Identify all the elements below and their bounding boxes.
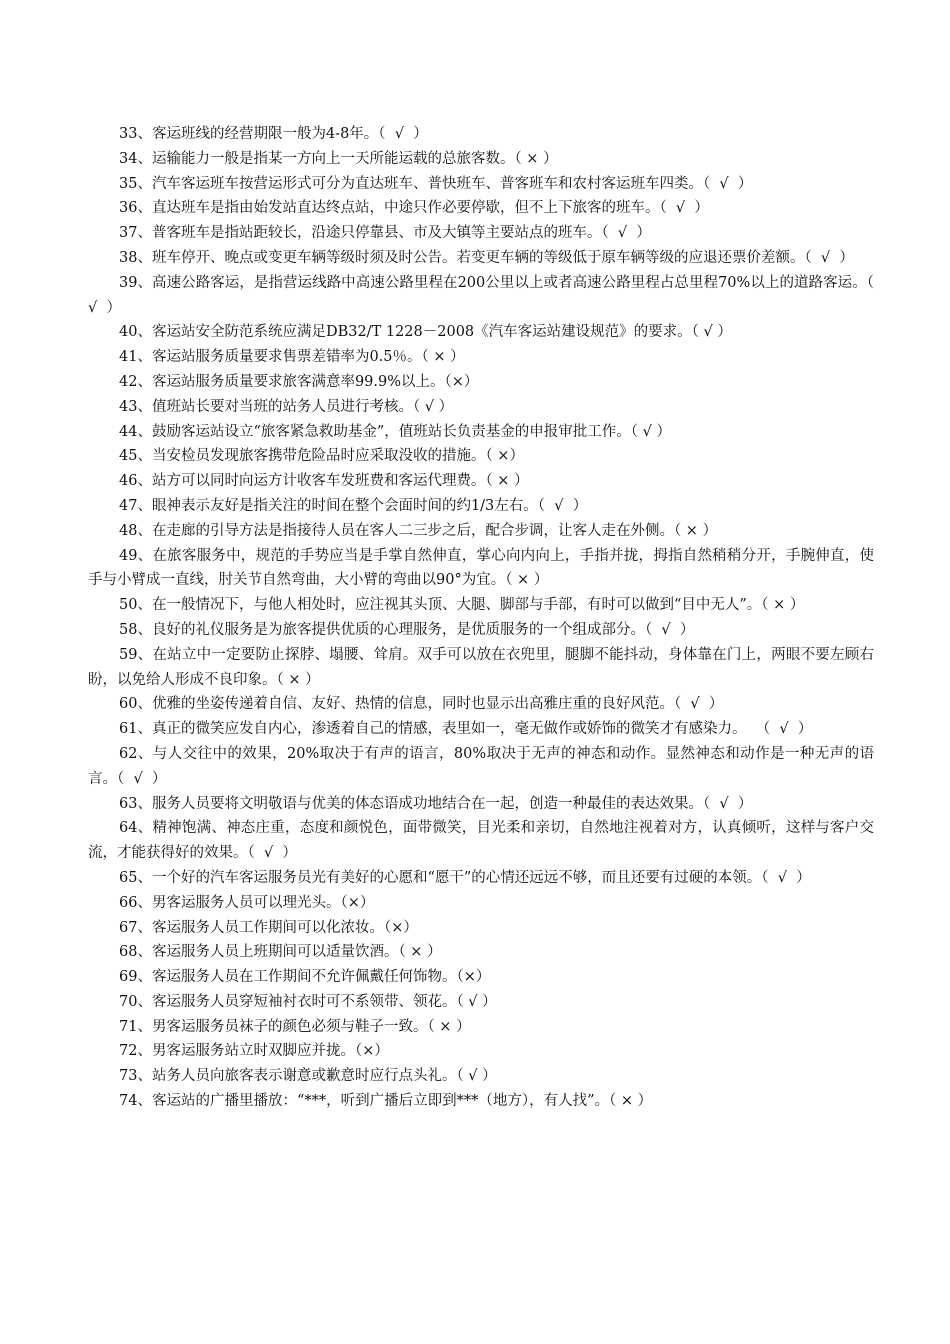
question-item-68: 68、客运服务人员上班期间可以适量饮酒。（ × ） (119, 944, 442, 961)
question-item-33: 33、客运班线的经营期限一般为4-8年。（ √ ） (119, 126, 428, 142)
question-item-70: 70、客运服务人员穿短袖衬衣时可不系领带、领花。（ √ ） (119, 993, 497, 1010)
question-item-61: 61、真正的微笑应发自内心，渗透着自己的情感，表里如一，毫无做作或娇饰的微笑才有感染力。 （ √ ） (119, 721, 813, 738)
question-item-42: 42、客运站服务质量要求旅客满意率99.9%以上。（×） (119, 373, 479, 390)
question-item-34: 34、运输能力一般是指某一方向上一天所能运载的总旅客数。（ × ） (119, 150, 558, 167)
question-list (88, 122, 884, 1114)
question-item-66: 66、男客运服务人员可以理光头。（×） (119, 894, 375, 911)
question-item-38: 38、班车停开、晚点或变更车辆等级时须及时公告。若变更车辆的等级低于原车辆等级的应退还票价差额。（ √ ） (119, 249, 854, 266)
question-item-49: 49、在旅客服务中，规范的手势应当是手掌自然伸直，掌心向内向上，手指并拢，拇指自然稍稍分开，手腕伸直，使手与小臂成一直线，肘关节自然弯曲，大小臂的弯曲以90°为宜。（ × ） (88, 547, 874, 589)
question-item-45: 45、当安检员发现旅客携带危险品时应采取没收的措施。（ ×） (119, 448, 524, 465)
question-item-39: 39、高速公路客运，是指营运线路中高速公路里程在200公里以上或者高速公路里程占总里程70%以上的道路客运。（ √ ） (88, 274, 884, 316)
question-item-64: 64、精神饱满、神态庄重，态度和颜悦色，面带微笑，目光柔和亲切，自然地注视着对方，认真倾听，这样与客户交流，才能获得好的效果。（ √ ） (88, 820, 874, 862)
question-item-74: 74、客运站的广播里播放：“***，听到广播后立即到***（地方），有人找”。（ × ） (119, 1093, 653, 1110)
question-item-44: 44、鼓励客运站设立“旅客紧急救助基金”，值班站长负责基金的申报审批工作。（ √ ） (119, 423, 671, 440)
question-item-43: 43、值班站长要对当班的站务人员进行考核。（ √ ） (119, 398, 454, 415)
question-item-73: 73、站务人员向旅客表示谢意或歉意时应行点头礼。（ √ ） (119, 1068, 497, 1085)
question-item-47: 47、眼神表示友好是指关注的时间在整个会面时间的约1/3左右。（ √ ） (119, 497, 588, 514)
question-item-35: 35、汽车客运班车按营运形式可分为直达班车、普快班车、普客班车和农村客运班车四类。（ √ ） (119, 175, 753, 192)
question-item-40: 40、客运站安全防范系统应满足DB32/T 1228－2008《汽车客运站建设规范》的要求。（ √ ） (119, 324, 732, 341)
question-item-36: 36、直达班车是指由始发站直达终点站，中途只作必要停歇，但不上下旅客的班车。（ √ ） (119, 200, 709, 217)
question-item-65: 65、一个好的汽车客运服务员光有美好的心愿和“愿干”的心情还远远不够，而且还要有过硬的本领。（ √ ） (119, 869, 811, 886)
question-item-72: 72、男客运服务站立时双脚应并拢。（×） (119, 1043, 389, 1060)
question-item-41: 41、客运站服务质量要求售票差错率为0.5％。（ × ） (119, 349, 465, 366)
question-item-46: 46、站方可以同时向运方计收客车发班费和客运代理费。（ × ） (119, 473, 529, 490)
question-item-37: 37、普客班车是指站距较长，沿途只停靠县、市及大镇等主要站点的班车。（ √ ） (119, 225, 651, 242)
question-item-60: 60、优雅的坐姿传递着自信、友好、热情的信息，同时也显示出高雅庄重的良好风范。（ √ ） (119, 696, 724, 713)
question-item-48: 48、在走廊的引导方法是指接待人员在客人二三步之后，配合步调，让客人走在外侧。（ × ） (119, 522, 718, 539)
question-item-59: 59、在站立中一定要防止探脖、塌腰、耸肩。双手可以放在衣兜里，腿脚不能抖动，身体靠在门上，两眼不要左顾右盼，以免给人形成不良印象。（ × ） (88, 646, 874, 688)
question-item-69: 69、客运服务人员在工作期间不允许佩戴任何饰物。（×） (119, 969, 491, 986)
question-item-58: 58、良好的礼仪服务是为旅客提供优质的心理服务，是优质服务的一个组成部分。（ √ ） (119, 621, 695, 638)
question-item-50: 50、在一般情况下，与他人相处时，应注视其头顶、大腿、脚部与手部，有时可以做到“目中无人”。（ × ） (119, 597, 805, 614)
question-item-63: 63、服务人员要将文明敬语与优美的体态语成功地结合在一起，创造一种最佳的表达效果。（ √ ） (119, 795, 753, 812)
question-item-71: 71、男客运服务员袜子的颜色必须与鞋子一致。（ × ） (119, 1018, 471, 1035)
question-item-62: 62、与人交往中的效果，20%取决于有声的语言，80%取决于无声的神态和动作。显然神态和动作是一种无声的语言。（ √ ） (88, 745, 874, 787)
question-item-67: 67、客运服务人员工作期间可以化浓妆。（×） (119, 919, 418, 936)
